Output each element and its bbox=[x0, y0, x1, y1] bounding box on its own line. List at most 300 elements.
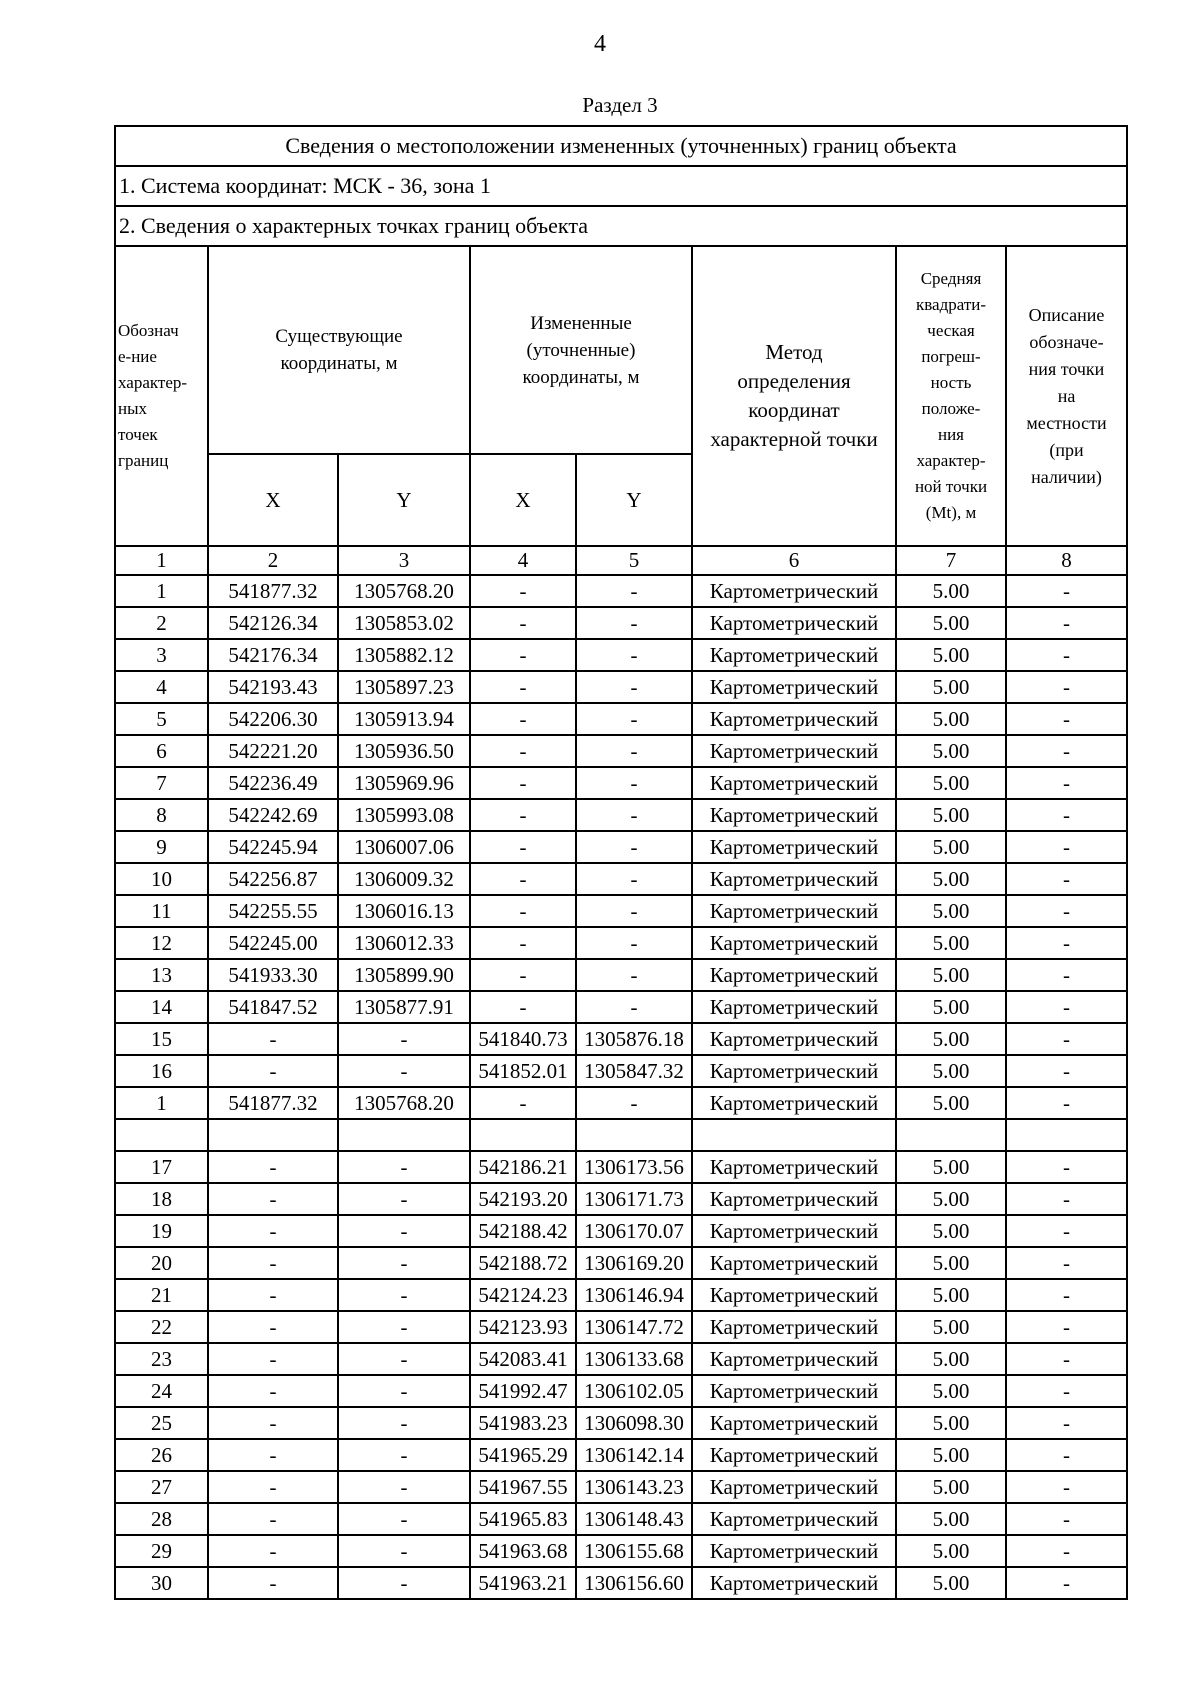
cell-x-changed: 541840.73 bbox=[470, 1023, 576, 1055]
cell-x-existing bbox=[208, 1119, 338, 1151]
cell-y-existing: 1305969.96 bbox=[338, 767, 470, 799]
cell-y-changed: - bbox=[576, 575, 692, 607]
cell-x-changed: - bbox=[470, 927, 576, 959]
cell-point: 1 bbox=[115, 1087, 208, 1119]
table-row bbox=[115, 607, 1127, 639]
cell-y-existing: 1306012.33 bbox=[338, 927, 470, 959]
table-row bbox=[115, 831, 1127, 863]
column-number: 4 bbox=[470, 546, 576, 575]
cell-y-changed: 1306169.20 bbox=[576, 1247, 692, 1279]
cell-description: - bbox=[1006, 991, 1127, 1023]
cell-mt: 5.00 bbox=[896, 1023, 1006, 1055]
table-row bbox=[115, 735, 1127, 767]
cell-x-changed: - bbox=[470, 991, 576, 1023]
cell-x-changed: 542124.23 bbox=[470, 1279, 576, 1311]
table-row bbox=[115, 1567, 1127, 1599]
cell-mt: 5.00 bbox=[896, 1055, 1006, 1087]
cell-method: Картометрический bbox=[692, 1439, 896, 1471]
cell-y-existing: 1305913.94 bbox=[338, 703, 470, 735]
cell-method: Картометрический bbox=[692, 575, 896, 607]
cell-point bbox=[115, 1119, 208, 1151]
cell-y-existing: 1306007.06 bbox=[338, 831, 470, 863]
cell-y-existing: - bbox=[338, 1471, 470, 1503]
table-row bbox=[115, 927, 1127, 959]
cell-x-existing: 542126.34 bbox=[208, 607, 338, 639]
cell-y-changed: 1306171.73 bbox=[576, 1183, 692, 1215]
table-row bbox=[115, 1279, 1127, 1311]
points-heading: 2. Сведения о характерных точках границ объекта bbox=[115, 206, 1127, 246]
cell-method: Картометрический bbox=[692, 1151, 896, 1183]
cell-description: - bbox=[1006, 863, 1127, 895]
cell-mt: 5.00 bbox=[896, 959, 1006, 991]
cell-x-changed: 541852.01 bbox=[470, 1055, 576, 1087]
cell-y-changed: - bbox=[576, 639, 692, 671]
cell-description: - bbox=[1006, 1567, 1127, 1599]
cell-y-existing: - bbox=[338, 1567, 470, 1599]
cell-y-changed: - bbox=[576, 671, 692, 703]
cell-method: Картометрический bbox=[692, 767, 896, 799]
cell-y-changed: 1306098.30 bbox=[576, 1407, 692, 1439]
cell-mt: 5.00 bbox=[896, 1407, 1006, 1439]
cell-mt: 5.00 bbox=[896, 1503, 1006, 1535]
table-row bbox=[115, 991, 1127, 1023]
table-row bbox=[115, 1151, 1127, 1183]
cell-mt: 5.00 bbox=[896, 1215, 1006, 1247]
cell-method: Картометрический bbox=[692, 1375, 896, 1407]
cell-y-existing: 1305768.20 bbox=[338, 575, 470, 607]
cell-method: Картометрический bbox=[692, 639, 896, 671]
cell-x-existing: 542242.69 bbox=[208, 799, 338, 831]
cell-y-existing: 1305768.20 bbox=[338, 1087, 470, 1119]
cell-mt: 5.00 bbox=[896, 1311, 1006, 1343]
cell-description: - bbox=[1006, 1311, 1127, 1343]
cell-x-changed: 542083.41 bbox=[470, 1343, 576, 1375]
cell-point: 12 bbox=[115, 927, 208, 959]
table-row bbox=[115, 1119, 1127, 1151]
cell-description: - bbox=[1006, 1407, 1127, 1439]
cell-point: 14 bbox=[115, 991, 208, 1023]
column-numbers-row bbox=[115, 546, 1127, 575]
table-title-row bbox=[115, 126, 1127, 166]
cell-description: - bbox=[1006, 1503, 1127, 1535]
cell-description bbox=[1006, 1119, 1127, 1151]
cell-mt: 5.00 bbox=[896, 1375, 1006, 1407]
cell-method: Картометрический bbox=[692, 1247, 896, 1279]
cell-y-existing: - bbox=[338, 1503, 470, 1535]
points-heading-row bbox=[115, 206, 1127, 246]
column-number: 1 bbox=[115, 546, 208, 575]
cell-y-changed bbox=[576, 1119, 692, 1151]
cell-method: Картометрический bbox=[692, 1343, 896, 1375]
cell-x-changed: 541967.55 bbox=[470, 1471, 576, 1503]
cell-point: 28 bbox=[115, 1503, 208, 1535]
cell-point: 24 bbox=[115, 1375, 208, 1407]
table-row bbox=[115, 959, 1127, 991]
cell-mt: 5.00 bbox=[896, 767, 1006, 799]
cell-mt: 5.00 bbox=[896, 895, 1006, 927]
header-point-designation: Обознач е-ние характер- ных точек границ bbox=[115, 246, 208, 546]
cell-point: 11 bbox=[115, 895, 208, 927]
cell-y-changed: - bbox=[576, 767, 692, 799]
cell-x-existing: - bbox=[208, 1279, 338, 1311]
cell-method: Картометрический bbox=[692, 927, 896, 959]
table-row bbox=[115, 1343, 1127, 1375]
cell-description: - bbox=[1006, 575, 1127, 607]
cell-y-existing: - bbox=[338, 1183, 470, 1215]
cell-x-existing: - bbox=[208, 1439, 338, 1471]
cell-y-changed: 1306156.60 bbox=[576, 1567, 692, 1599]
page-number: 4 bbox=[594, 31, 606, 57]
cell-x-changed: 542188.42 bbox=[470, 1215, 576, 1247]
cell-method: Картометрический bbox=[692, 1215, 896, 1247]
cell-x-changed: 542188.72 bbox=[470, 1247, 576, 1279]
cell-x-changed: 542193.20 bbox=[470, 1183, 576, 1215]
cell-x-changed: - bbox=[470, 639, 576, 671]
coord-system: 1. Система координат: МСК - 36, зона 1 bbox=[115, 166, 1127, 206]
cell-y-changed: 1306133.68 bbox=[576, 1343, 692, 1375]
cell-point: 5 bbox=[115, 703, 208, 735]
cell-method: Картометрический bbox=[692, 863, 896, 895]
cell-x-changed: - bbox=[470, 959, 576, 991]
cell-y-existing: - bbox=[338, 1215, 470, 1247]
cell-y-changed: 1306142.14 bbox=[576, 1439, 692, 1471]
cell-point: 19 bbox=[115, 1215, 208, 1247]
column-number: 5 bbox=[576, 546, 692, 575]
cell-y-existing: - bbox=[338, 1279, 470, 1311]
cell-x-existing: 542176.34 bbox=[208, 639, 338, 671]
cell-x-existing: 541933.30 bbox=[208, 959, 338, 991]
cell-x-existing: 542245.94 bbox=[208, 831, 338, 863]
cell-y-changed: - bbox=[576, 959, 692, 991]
cell-mt: 5.00 bbox=[896, 575, 1006, 607]
cell-x-changed: 541963.68 bbox=[470, 1535, 576, 1567]
cell-x-changed: 541965.83 bbox=[470, 1503, 576, 1535]
table-row bbox=[115, 1471, 1127, 1503]
cell-x-changed: - bbox=[470, 671, 576, 703]
cell-mt: 5.00 bbox=[896, 671, 1006, 703]
header-existing-y: Y bbox=[338, 454, 470, 546]
cell-x-existing: - bbox=[208, 1023, 338, 1055]
cell-point: 2 bbox=[115, 607, 208, 639]
cell-method: Картометрический bbox=[692, 959, 896, 991]
cell-mt: 5.00 bbox=[896, 863, 1006, 895]
cell-x-changed: - bbox=[470, 575, 576, 607]
cell-mt: 5.00 bbox=[896, 735, 1006, 767]
cell-x-existing: - bbox=[208, 1471, 338, 1503]
table-row bbox=[115, 1087, 1127, 1119]
cell-x-changed: - bbox=[470, 1087, 576, 1119]
cell-x-changed: 542186.21 bbox=[470, 1151, 576, 1183]
cell-point: 27 bbox=[115, 1471, 208, 1503]
cell-mt bbox=[896, 1119, 1006, 1151]
cell-y-changed: - bbox=[576, 831, 692, 863]
cell-method: Картометрический bbox=[692, 607, 896, 639]
cell-y-changed: 1306143.23 bbox=[576, 1471, 692, 1503]
cell-x-changed: - bbox=[470, 607, 576, 639]
cell-x-existing: - bbox=[208, 1567, 338, 1599]
cell-x-existing: 542245.00 bbox=[208, 927, 338, 959]
boundary-points-table bbox=[114, 125, 1128, 1600]
cell-description: - bbox=[1006, 1055, 1127, 1087]
header-changed-x: X bbox=[470, 454, 576, 546]
cell-y-changed: - bbox=[576, 703, 692, 735]
cell-mt: 5.00 bbox=[896, 991, 1006, 1023]
table-row bbox=[115, 1439, 1127, 1471]
cell-x-existing: 541877.32 bbox=[208, 575, 338, 607]
cell-method: Картометрический bbox=[692, 1407, 896, 1439]
cell-point: 7 bbox=[115, 767, 208, 799]
cell-method: Картометрический bbox=[692, 1055, 896, 1087]
cell-x-existing: - bbox=[208, 1311, 338, 1343]
cell-x-existing: - bbox=[208, 1215, 338, 1247]
cell-y-changed: 1306148.43 bbox=[576, 1503, 692, 1535]
cell-y-changed: - bbox=[576, 863, 692, 895]
cell-point: 22 bbox=[115, 1311, 208, 1343]
cell-mt: 5.00 bbox=[896, 1151, 1006, 1183]
cell-y-changed: - bbox=[576, 991, 692, 1023]
cell-y-existing: 1305899.90 bbox=[338, 959, 470, 991]
cell-description: - bbox=[1006, 1247, 1127, 1279]
cell-method: Картометрический bbox=[692, 671, 896, 703]
cell-point: 6 bbox=[115, 735, 208, 767]
cell-y-changed: 1305847.32 bbox=[576, 1055, 692, 1087]
cell-x-changed: - bbox=[470, 863, 576, 895]
table-row bbox=[115, 1503, 1127, 1535]
cell-x-changed: 541963.21 bbox=[470, 1567, 576, 1599]
column-number: 6 bbox=[692, 546, 896, 575]
table-row bbox=[115, 1055, 1127, 1087]
cell-y-existing: - bbox=[338, 1151, 470, 1183]
cell-y-changed: 1305876.18 bbox=[576, 1023, 692, 1055]
cell-y-existing: - bbox=[338, 1439, 470, 1471]
cell-y-changed: 1306102.05 bbox=[576, 1375, 692, 1407]
cell-point: 17 bbox=[115, 1151, 208, 1183]
cell-description: - bbox=[1006, 927, 1127, 959]
cell-point: 23 bbox=[115, 1343, 208, 1375]
cell-method: Картометрический bbox=[692, 895, 896, 927]
header-existing-x: X bbox=[208, 454, 338, 546]
cell-y-changed: 1306170.07 bbox=[576, 1215, 692, 1247]
cell-y-existing bbox=[338, 1119, 470, 1151]
header-existing-coords: Существующие координаты, м bbox=[208, 246, 470, 454]
table-row bbox=[115, 639, 1127, 671]
cell-point: 15 bbox=[115, 1023, 208, 1055]
cell-method: Картометрический bbox=[692, 991, 896, 1023]
cell-x-existing: - bbox=[208, 1055, 338, 1087]
cell-mt: 5.00 bbox=[896, 799, 1006, 831]
cell-point: 29 bbox=[115, 1535, 208, 1567]
cell-method: Картометрический bbox=[692, 831, 896, 863]
cell-method: Картометрический bbox=[692, 1183, 896, 1215]
cell-point: 30 bbox=[115, 1567, 208, 1599]
column-number: 8 bbox=[1006, 546, 1127, 575]
cell-mt: 5.00 bbox=[896, 703, 1006, 735]
cell-y-changed: - bbox=[576, 895, 692, 927]
cell-mt: 5.00 bbox=[896, 1343, 1006, 1375]
cell-description: - bbox=[1006, 767, 1127, 799]
cell-x-existing: 542255.55 bbox=[208, 895, 338, 927]
header-method: Метод определения координат характерной точки bbox=[692, 246, 896, 546]
cell-y-changed: 1306147.72 bbox=[576, 1311, 692, 1343]
cell-x-existing: - bbox=[208, 1247, 338, 1279]
cell-point: 8 bbox=[115, 799, 208, 831]
cell-mt: 5.00 bbox=[896, 831, 1006, 863]
cell-point: 18 bbox=[115, 1183, 208, 1215]
cell-y-existing: - bbox=[338, 1055, 470, 1087]
table-row bbox=[115, 671, 1127, 703]
cell-x-existing: 542206.30 bbox=[208, 703, 338, 735]
cell-method: Картометрический bbox=[692, 1311, 896, 1343]
cell-y-changed: - bbox=[576, 607, 692, 639]
column-number: 7 bbox=[896, 546, 1006, 575]
cell-method: Картометрический bbox=[692, 799, 896, 831]
cell-description: - bbox=[1006, 1087, 1127, 1119]
cell-description: - bbox=[1006, 1439, 1127, 1471]
cell-x-existing: - bbox=[208, 1535, 338, 1567]
cell-method: Картометрический bbox=[692, 1535, 896, 1567]
cell-y-existing: 1305897.23 bbox=[338, 671, 470, 703]
cell-y-changed: - bbox=[576, 1087, 692, 1119]
cell-description: - bbox=[1006, 1375, 1127, 1407]
cell-x-existing: 542236.49 bbox=[208, 767, 338, 799]
cell-y-existing: - bbox=[338, 1375, 470, 1407]
coord-system-row bbox=[115, 166, 1127, 206]
cell-mt: 5.00 bbox=[896, 639, 1006, 671]
cell-y-changed: 1306146.94 bbox=[576, 1279, 692, 1311]
cell-mt: 5.00 bbox=[896, 1247, 1006, 1279]
table-row bbox=[115, 767, 1127, 799]
cell-y-existing: - bbox=[338, 1407, 470, 1439]
cell-y-changed: 1306173.56 bbox=[576, 1151, 692, 1183]
cell-x-existing: - bbox=[208, 1375, 338, 1407]
cell-point: 1 bbox=[115, 575, 208, 607]
cell-y-existing: 1305993.08 bbox=[338, 799, 470, 831]
cell-method: Картометрический bbox=[692, 1567, 896, 1599]
cell-x-changed: - bbox=[470, 895, 576, 927]
cell-point: 25 bbox=[115, 1407, 208, 1439]
cell-y-existing: 1305882.12 bbox=[338, 639, 470, 671]
cell-x-existing: 541877.32 bbox=[208, 1087, 338, 1119]
cell-x-changed: 541965.29 bbox=[470, 1439, 576, 1471]
cell-mt: 5.00 bbox=[896, 1087, 1006, 1119]
cell-mt: 5.00 bbox=[896, 607, 1006, 639]
cell-point: 3 bbox=[115, 639, 208, 671]
cell-y-existing: - bbox=[338, 1535, 470, 1567]
table-row bbox=[115, 863, 1127, 895]
table-row bbox=[115, 1375, 1127, 1407]
cell-method: Картометрический bbox=[692, 1087, 896, 1119]
cell-method: Картометрический bbox=[692, 1279, 896, 1311]
cell-x-existing: - bbox=[208, 1151, 338, 1183]
header-changed-y: Y bbox=[576, 454, 692, 546]
cell-x-existing: 542193.43 bbox=[208, 671, 338, 703]
cell-description: - bbox=[1006, 1343, 1127, 1375]
table-row bbox=[115, 895, 1127, 927]
cell-description: - bbox=[1006, 959, 1127, 991]
cell-x-existing: 542221.20 bbox=[208, 735, 338, 767]
cell-x-changed: - bbox=[470, 799, 576, 831]
cell-description: - bbox=[1006, 1215, 1127, 1247]
cell-description: - bbox=[1006, 1151, 1127, 1183]
header-changed-coords: Измененные (уточненные) координаты, м bbox=[470, 246, 692, 454]
cell-description: - bbox=[1006, 799, 1127, 831]
table-row bbox=[115, 575, 1127, 607]
cell-x-changed: - bbox=[470, 831, 576, 863]
column-number: 3 bbox=[338, 546, 470, 575]
cell-x-changed: 542123.93 bbox=[470, 1311, 576, 1343]
cell-x-changed: 541983.23 bbox=[470, 1407, 576, 1439]
cell-point: 10 bbox=[115, 863, 208, 895]
cell-x-existing: 541847.52 bbox=[208, 991, 338, 1023]
cell-y-existing: 1305877.91 bbox=[338, 991, 470, 1023]
cell-description: - bbox=[1006, 1279, 1127, 1311]
table-row bbox=[115, 1535, 1127, 1567]
cell-description: - bbox=[1006, 735, 1127, 767]
cell-description: - bbox=[1006, 1023, 1127, 1055]
cell-method: Картометрический bbox=[692, 703, 896, 735]
cell-description: - bbox=[1006, 1183, 1127, 1215]
cell-point: 4 bbox=[115, 671, 208, 703]
table-row bbox=[115, 799, 1127, 831]
cell-x-changed: - bbox=[470, 735, 576, 767]
cell-x-existing: - bbox=[208, 1503, 338, 1535]
cell-y-existing: - bbox=[338, 1311, 470, 1343]
cell-description: - bbox=[1006, 671, 1127, 703]
cell-mt: 5.00 bbox=[896, 1471, 1006, 1503]
cell-x-existing: - bbox=[208, 1343, 338, 1375]
cell-y-existing: 1306016.13 bbox=[338, 895, 470, 927]
cell-mt: 5.00 bbox=[896, 1279, 1006, 1311]
table-row bbox=[115, 1215, 1127, 1247]
cell-point: 13 bbox=[115, 959, 208, 991]
cell-description: - bbox=[1006, 1535, 1127, 1567]
table-row bbox=[115, 703, 1127, 735]
table-row bbox=[115, 1247, 1127, 1279]
cell-x-changed: - bbox=[470, 767, 576, 799]
cell-method: Картометрический bbox=[692, 1503, 896, 1535]
cell-method: Картометрический bbox=[692, 735, 896, 767]
cell-y-existing: - bbox=[338, 1247, 470, 1279]
section-title: Раздел 3 bbox=[582, 93, 658, 117]
table-row bbox=[115, 1023, 1127, 1055]
cell-point: 20 bbox=[115, 1247, 208, 1279]
header-row bbox=[115, 246, 1127, 454]
cell-x-changed: - bbox=[470, 703, 576, 735]
cell-mt: 5.00 bbox=[896, 1183, 1006, 1215]
table-row bbox=[115, 1311, 1127, 1343]
cell-x-existing: 542256.87 bbox=[208, 863, 338, 895]
table-row bbox=[115, 1407, 1127, 1439]
table-title: Сведения о местоположении измененных (уточненных) границ объекта bbox=[115, 126, 1127, 166]
cell-y-existing: - bbox=[338, 1023, 470, 1055]
cell-x-changed bbox=[470, 1119, 576, 1151]
cell-point: 26 bbox=[115, 1439, 208, 1471]
cell-x-existing: - bbox=[208, 1407, 338, 1439]
cell-y-existing: - bbox=[338, 1343, 470, 1375]
cell-mt: 5.00 bbox=[896, 1567, 1006, 1599]
cell-description: - bbox=[1006, 895, 1127, 927]
cell-x-changed: 541992.47 bbox=[470, 1375, 576, 1407]
cell-description: - bbox=[1006, 703, 1127, 735]
header-mt: Средняя квадрати- ческая погреш- ность положе- ния характер- ной точки (Mt), м bbox=[896, 246, 1006, 546]
cell-description: - bbox=[1006, 1471, 1127, 1503]
cell-point: 9 bbox=[115, 831, 208, 863]
cell-x-existing: - bbox=[208, 1183, 338, 1215]
cell-y-changed: - bbox=[576, 799, 692, 831]
cell-y-changed: 1306155.68 bbox=[576, 1535, 692, 1567]
cell-method: Картометрический bbox=[692, 1471, 896, 1503]
table-body bbox=[115, 575, 1127, 1599]
